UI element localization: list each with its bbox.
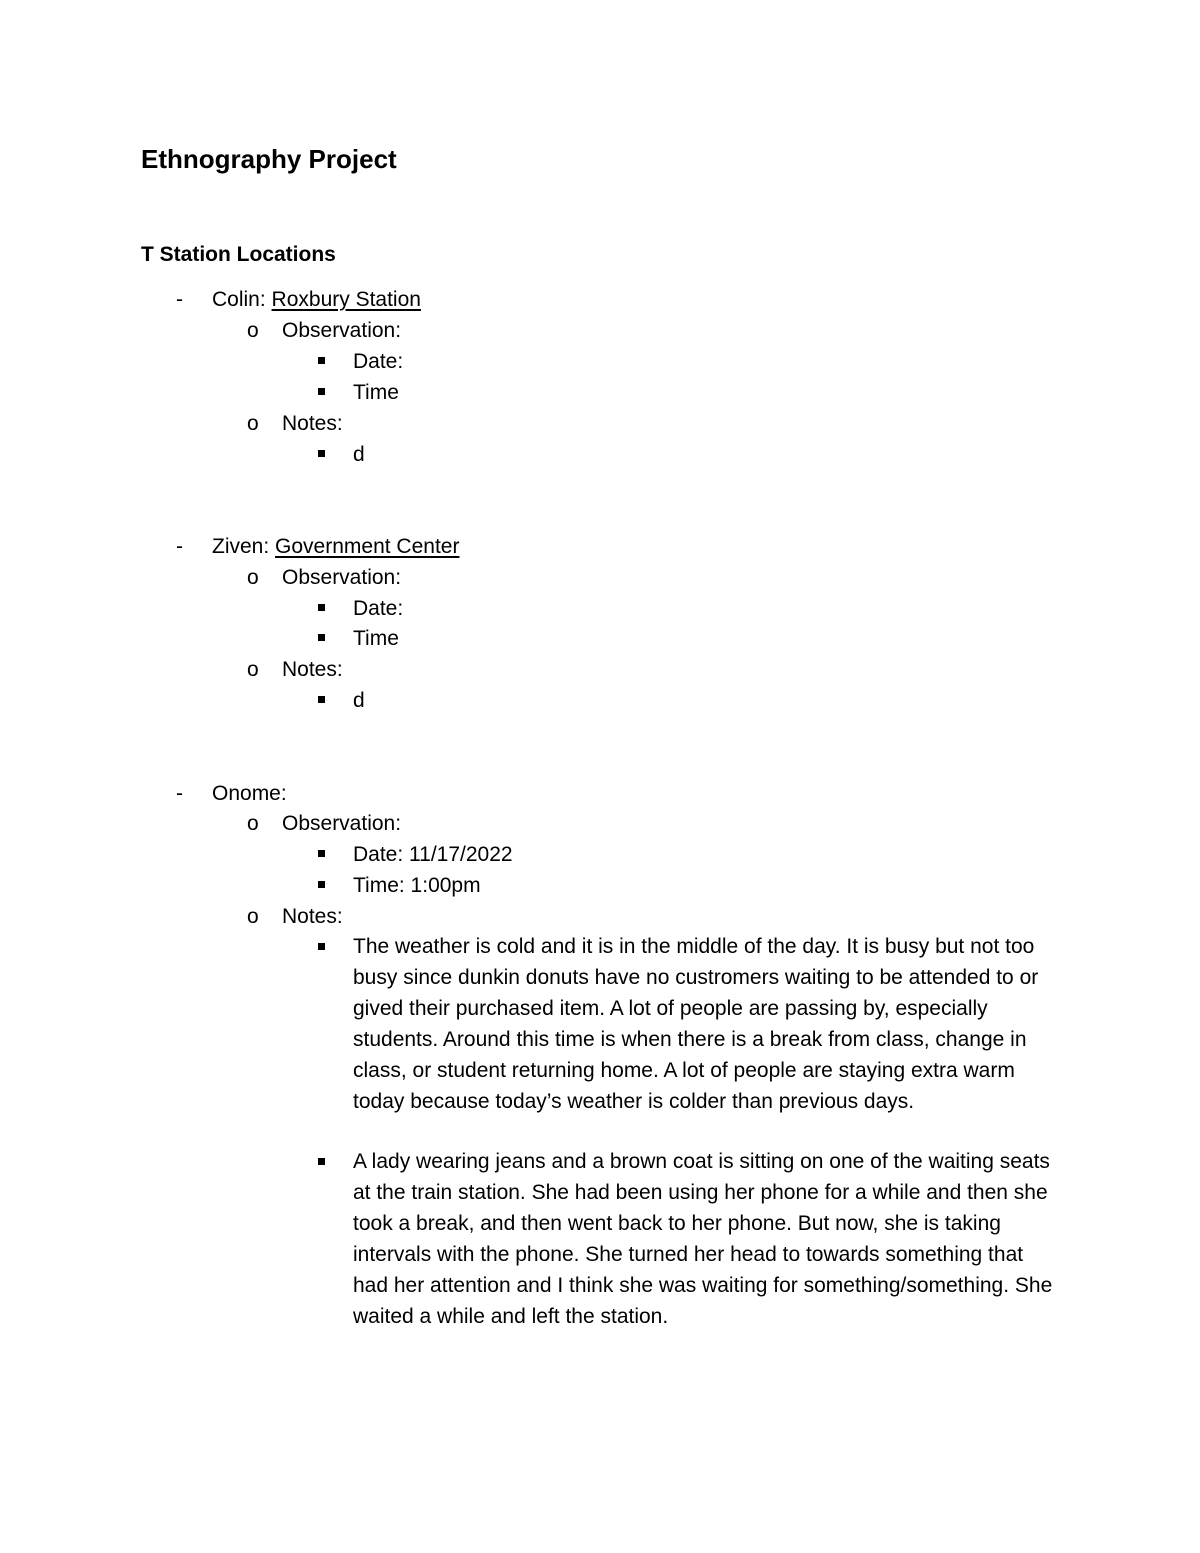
circle-marker: o — [247, 566, 259, 589]
person-line — [212, 285, 421, 315]
square-bullet-icon — [318, 388, 325, 395]
time-label: Time — [353, 627, 399, 650]
dash-marker: - — [176, 782, 183, 805]
circle-marker: o — [247, 319, 259, 342]
observation-label: Observation: — [282, 566, 402, 589]
date-label: Date: 11/17/2022 — [353, 843, 513, 866]
note-text: d — [353, 689, 365, 712]
person-line — [212, 532, 459, 562]
station-name: Roxbury Station — [271, 288, 421, 311]
observation-label: Observation: — [282, 812, 402, 835]
square-bullet-icon — [318, 634, 325, 641]
note-text: d — [353, 443, 365, 466]
square-bullet-icon — [318, 357, 325, 364]
observation-label: Observation: — [282, 319, 402, 342]
square-bullet-icon — [318, 881, 325, 888]
square-bullet-icon — [318, 1158, 325, 1165]
notes-label: Notes: — [282, 412, 343, 435]
station-name: Government Center — [275, 535, 460, 558]
section-heading: T Station Locations — [141, 243, 336, 266]
document-title: Ethnography Project — [141, 144, 397, 174]
square-bullet-icon — [318, 604, 325, 611]
note-paragraph: A lady wearing jeans and a brown coat is sitting on one of the waiting seats at the train station. She had been using her phone for a while and then she took a break, and then went back to her phone. But now, she is taking intervals with the phone. She turned her head to towards something that had her attention and I think she was waiting for something/something. She waited a while and left the station. — [353, 1150, 1053, 1328]
dash-marker: - — [176, 535, 183, 558]
time-label: Time: 1:00pm — [353, 874, 481, 897]
date-label: Date: — [353, 597, 404, 620]
date-label: Date: — [353, 350, 404, 373]
person-name: Colin: — [212, 288, 266, 311]
notes-label: Notes: — [282, 905, 343, 928]
square-bullet-icon — [318, 943, 325, 950]
circle-marker: o — [247, 905, 259, 928]
notes-label: Notes: — [282, 658, 343, 681]
circle-marker: o — [247, 658, 259, 681]
circle-marker: o — [247, 812, 259, 835]
square-bullet-icon — [318, 850, 325, 857]
square-bullet-icon — [318, 696, 325, 703]
circle-marker: o — [247, 412, 259, 435]
square-bullet-icon — [318, 450, 325, 457]
person-name: Onome: — [212, 782, 287, 805]
note-paragraph: The weather is cold and it is in the middle of the day. It is busy but not too busy since dunkin donuts have no custromers waiting to be attended to or gived their purchased item. A lot of people are passing by, especially students. Around this time is when there is a break from class, change in class, or student returning home. A lot of people are staying extra warm today because today’s weather is colder than previous days. — [353, 935, 1039, 1113]
dash-marker: - — [176, 288, 183, 311]
person-name: Ziven: — [212, 535, 270, 558]
time-label: Time — [353, 381, 399, 404]
